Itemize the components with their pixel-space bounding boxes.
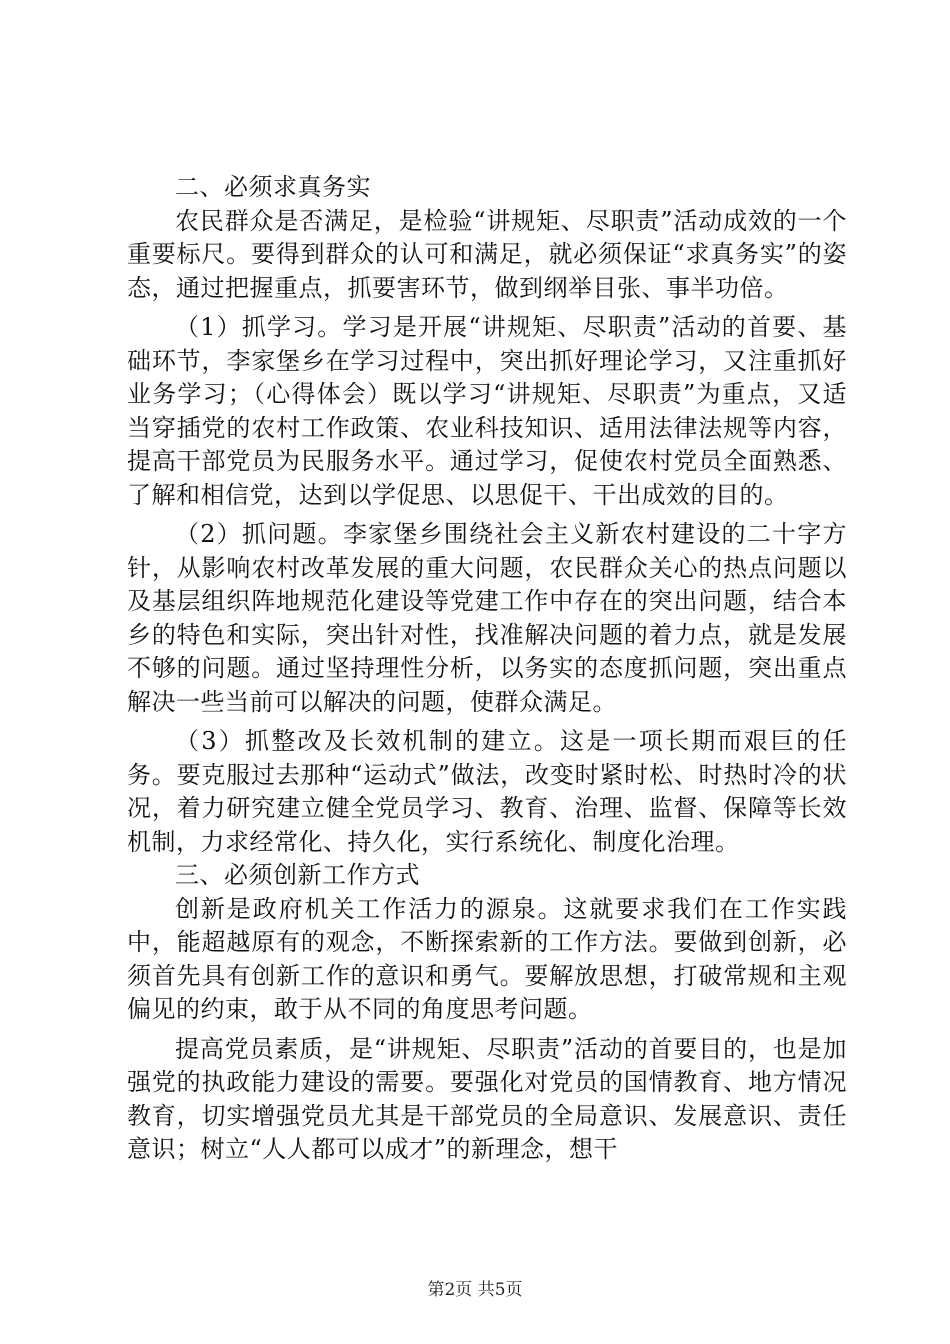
- paragraph: （1）抓学习。学习是开展“讲规矩、尽职责”活动的首要、基础环节，李家堡乡在学习过程中，突出抓好理论学习，又注重抓好业务学习；（心得体会）既以学习“讲规矩、尽职责”为重点，又适当穿插党的农村工作政策、农业科技知识、适用法律法规等内容，提高干部党员为民服务水平。通过学习，促使农村党员全面熟悉、了解和相信党，达到以学促思、以思促干、干出成效的目的。: [127, 313, 847, 509]
- paragraph: （2）抓问题。李家堡乡围绕社会主义新农村建设的二十字方针，从影响农村改革发展的重大问题，农民群众关心的热点问题以及基层组织阵地规范化建设等党建工作中存在的突出问题，结合本乡的特色和实际，突出针对性，找准解决问题的着力点，就是发展不够的问题。通过坚持理性分析，以务实的态度抓问题，突出重点解决一些当前可以解决的问题，使群众满足。: [127, 520, 847, 716]
- document-body: [127, 171, 847, 1167]
- paragraph: 农民群众是否满足，是检验“讲规矩、尽职责”活动成效的一个重要标尺。要得到群众的认可和满足，就必须保证“求真务实”的姿态，通过把握重点，抓要害环节，做到纲举目张、事半功倍。: [127, 206, 847, 302]
- paragraph: 创新是政府机关工作活力的源泉。这就要求我们在工作实践中，能超越原有的观念，不断探索新的工作方法。要做到创新，必须首先具有创新工作的意识和勇气。要解放思想，打破常规和主观偏见的约束，敢于从不同的角度思考问题。: [127, 894, 847, 1023]
- page-footer: 第2页 共5页: [427, 1280, 523, 1300]
- section-heading: 三、必须创新工作方式: [175, 861, 420, 889]
- paragraph: （3）抓整改及长效机制的建立。这是一项长期而艰巨的任务。要克服过去那种“运动式”做法，改变时紧时松、时热时冷的状况，着力研究建立健全党员学习、教育、治理、监督、保障等长效机制，力求经常化、持久化，实行系统化、制度化治理。: [127, 727, 847, 856]
- paragraph: 提高党员素质，是“讲规矩、尽职责”活动的首要目的，也是加强党的执政能力建设的需要。要强化对党员的国情教育、地方情况教育，切实增强党员尤其是干部党员的全局意识、发展意识、责任意识；树立“人人都可以成才”的新理念，想干: [127, 1034, 847, 1163]
- section-heading: 二、必须求真务实: [175, 173, 371, 201]
